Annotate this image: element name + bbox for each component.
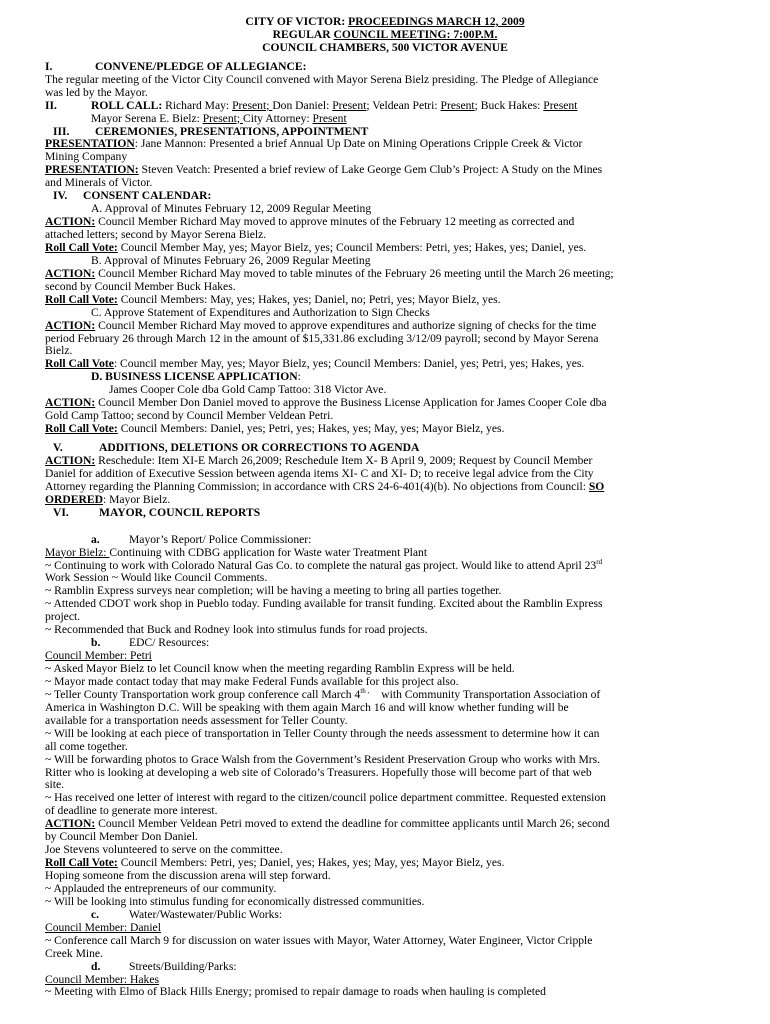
minutes-document xyxy=(45,16,725,999)
paragraph-line: ~ Mayor made contact today that may make Federal Funds available for this project also. xyxy=(45,674,459,688)
header-line-3: COUNCIL CHAMBERS, 500 VICTOR AVENUE xyxy=(262,40,508,54)
paragraph-line: ~ Will be looking at each piece of transportation in Teller County through the needs assessment to determine how it can xyxy=(45,726,600,740)
paragraph-line: site. xyxy=(45,778,64,792)
paragraph-line: ~ Will be looking into stimulus funding for economically distressed communities. xyxy=(45,894,425,908)
document-header xyxy=(45,16,725,55)
section-heading-additions: V. ADDITIONS, DELETIONS OR CORRECTIONS TO AGENDA xyxy=(53,441,420,454)
roll-call-vote: Roll Call Vote: Council Members: Daniel, yes; Petri, yes; Hakes, yes; May, yes; Mayor Bielz, yes. xyxy=(45,422,505,436)
paragraph-line: ~ Attended CDOT work shop in Pueblo today. Funding available for transit funding. Excited about the Ramblin Express xyxy=(45,597,603,611)
paragraph-line: ~ Meeting with Elmo of Black Hills Energy; promised to repair damage to roads when hauling is completed xyxy=(45,985,546,999)
paragraph-line: Ritter who is looking at developing a web site of Colorado’s Treasurers. Hopefully those will become part of that web xyxy=(45,765,592,779)
action-line: ACTION: Council Member Richard May moved to table minutes of the February 26 meeting until the March 26 meeting; xyxy=(45,266,614,280)
paragraph-line: ~ Has received one letter of interest with regard to the citizen/council police department committee. Requested extension xyxy=(45,791,606,805)
item-b-heading: B. Approval of Minutes February 26, 2009 Regular Meeting xyxy=(91,253,371,267)
paragraph-line: and Minerals of Victor. xyxy=(45,176,153,190)
paragraph-line: ~ Continuing to work with Colorado Natural Gas Co. to complete the natural gas project. Would like to attend April 23rd xyxy=(45,557,603,572)
report-speaker: Council Member: Hakes xyxy=(45,972,159,986)
paragraph-line: America in Washington D.C. Will be speaking with them again March 16 and will know whether funding will be xyxy=(45,700,569,714)
paragraph-line: Creek Mine. xyxy=(45,946,103,960)
paragraph-line: ~ Applauded the entrepreneurs of our community. xyxy=(45,881,277,895)
item-a-heading: A. Approval of Minutes February 12, 2009 Regular Meeting xyxy=(91,202,372,216)
paragraph-line: was led by the Mayor. xyxy=(45,85,148,99)
item-c-heading: C. Approve Statement of Expenditures and Authorization to Sign Checks xyxy=(91,305,430,319)
report-speaker: Council Member: Petri xyxy=(45,649,152,663)
paragraph-line: ~ Asked Mayor Bielz to let Council know when the meeting regarding Ramblin Express will be held. xyxy=(45,662,515,675)
action-line: ACTION: Council Member Richard May moved to approve minutes of the February 12 meeting as corrected and xyxy=(45,215,575,229)
paragraph-line: Work Session ~ Would like Council Comments. xyxy=(45,571,268,585)
paragraph-line: ~ Recommended that Buck and Rodney look into stimulus funds for road projects. xyxy=(45,623,428,637)
paragraph-line: Hoping someone from the discussion arena will step forward. xyxy=(45,869,331,882)
subsection-a-heading: a. Mayor’s Report/ Police Commissioner: xyxy=(91,532,312,546)
roll-call-line-2: Mayor Serena E. Bielz: Present; City Attorney: Present xyxy=(91,111,347,125)
paragraph-line: Mining Company xyxy=(45,150,128,164)
subsection-b-heading: b. EDC/ Resources: xyxy=(91,636,210,650)
paragraph-line: Attorney regarding the Planning Commission; in accordance with CRS 24-6-401(4)(b). No objections from Council: SO xyxy=(45,479,605,493)
roll-call-vote: Roll Call Vote: Council Members: May, yes; Hakes, yes; Daniel, no; Petri, yes; Mayor Bielz, yes. xyxy=(45,292,501,306)
section-heading-convene: I. CONVENE/PLEDGE OF ALLEGIANCE: xyxy=(45,59,307,73)
roll-call-vote: Roll Call Vote: Council Member May, yes; Mayor Bielz, yes; Council Members: Petri, yes; Hakes, yes; Daniel, yes. xyxy=(45,240,587,254)
action-line: ACTION: Council Member Veldean Petri moved to extend the deadline for committee applicants until March 26; second xyxy=(45,817,610,831)
header-line-2: REGULAR COUNCIL MEETING: 7:00P.M. xyxy=(272,27,498,41)
section-heading-ceremonies: III. CEREMONIES, PRESENTATIONS, APPOINTMENT xyxy=(53,124,369,138)
paragraph-line: Joe Stevens volunteered to serve on the committee. xyxy=(45,843,283,857)
action-line: ACTION: Reschedule: Item XI-E March 26,2009; Reschedule Item X- B April 9, 2009; Request by Council Member xyxy=(45,453,593,467)
paragraph-line: of deadline to generate more interest. xyxy=(45,804,218,818)
paragraph-line: Bielz. xyxy=(45,344,73,358)
paragraph-line: attached letters; second by Mayor Serena Bielz. xyxy=(45,228,267,241)
paragraph-line: period February 26 through March 12 in the amount of $15,331.86 excluding 3/12/09 payroll; second by Mayor Serena xyxy=(45,331,599,345)
paragraph-line: by Council Member Don Daniel. xyxy=(45,830,198,844)
presentation-2: PRESENTATION: Steven Veatch: Presented a brief review of Lake George Gem Club’s Project: A Study on the Mines xyxy=(45,163,603,177)
item-d-heading: D. BUSINESS LICENSE APPLICATION: xyxy=(91,370,301,384)
paragraph-line: project. xyxy=(45,610,81,624)
header-line-1: CITY OF VICTOR: PROCEEDINGS MARCH 12, 2009 xyxy=(245,15,525,28)
roll-call-vote: Roll Call Vote: Council member May, yes; Mayor Bielz, yes; Council Members: Daniel, yes; Petri, yes; Hakes, yes. xyxy=(45,357,585,371)
paragraph-line: The regular meeting of the Victor City Council convened with Mayor Serena Bielz presiding. The Pledge of Allegiance xyxy=(45,72,599,86)
action-line: ACTION: Council Member Richard May moved to approve expenditures and authorize signing of checks for the time xyxy=(45,318,597,332)
subsection-c-heading: c. Water/Wastewater/Public Works: xyxy=(91,907,283,921)
section-roll-call: II. ROLL CALL: Richard May: Present; Don Daniel: Present; Veldean Petri: Present; Buck Hakes: Present xyxy=(45,98,578,112)
paragraph-line: ~ Teller County Transportation work group conference call March $4^{th ,}$ with Community Transportation Association of xyxy=(45,687,601,701)
section-heading-reports: VI. MAYOR, COUNCIL REPORTS xyxy=(53,505,261,519)
section-heading-consent: IV. CONSENT CALENDAR: xyxy=(53,189,212,203)
paragraph-line: ORDERED: Mayor Bielz. xyxy=(45,492,171,506)
paragraph-line: James Cooper Cole dba Gold Camp Tattoo: 318 Victor Ave. xyxy=(109,383,387,397)
subsection-d-heading: d. Streets/Building/Parks: xyxy=(91,959,237,973)
action-line: ACTION: Council Member Don Daniel moved to approve the Business License Application for James Cooper Cole dba xyxy=(45,396,607,410)
paragraph-line: ~ Ramblin Express surveys near completion; will be having a meeting to bring all parties together. xyxy=(45,584,502,598)
paragraph-line: ~ Conference call March 9 for discussion on water issues with Mayor, Water Attorney, Water Engineer, Victor Cripple xyxy=(45,933,593,947)
roll-call-vote: Roll Call Vote: Council Members: Petri, yes; Daniel, yes; Hakes, yes; May, yes; Mayor Bielz, yes. xyxy=(45,856,505,870)
paragraph-line: available for a transportation needs assessment for Teller County. xyxy=(45,713,348,727)
paragraph-line: Gold Camp Tattoo; second by Council Member Veldean Petri. xyxy=(45,409,334,423)
report-speaker: Council Member: Daniel xyxy=(45,920,161,934)
paragraph-line: all come together. xyxy=(45,739,128,753)
paragraph-line: Daniel for addition of Executive Session between agenda items XI- C and XI- D; to receive legal advice from the City xyxy=(45,466,594,480)
report-speaker: Mayor Bielz: Continuing with CDBG application for Waste water Treatment Plant xyxy=(45,545,428,559)
paragraph-line: second by Council Member Buck Hakes. xyxy=(45,279,236,293)
paragraph-line: ~ Will be forwarding photos to Grace Walsh from the Government’s Resident Preservation Group who works with Mrs. xyxy=(45,752,601,766)
presentation-1: PRESENTATION: Jane Mannon: Presented a brief Annual Up Date on Mining Operations Cripple Creek & Victor xyxy=(45,137,583,151)
